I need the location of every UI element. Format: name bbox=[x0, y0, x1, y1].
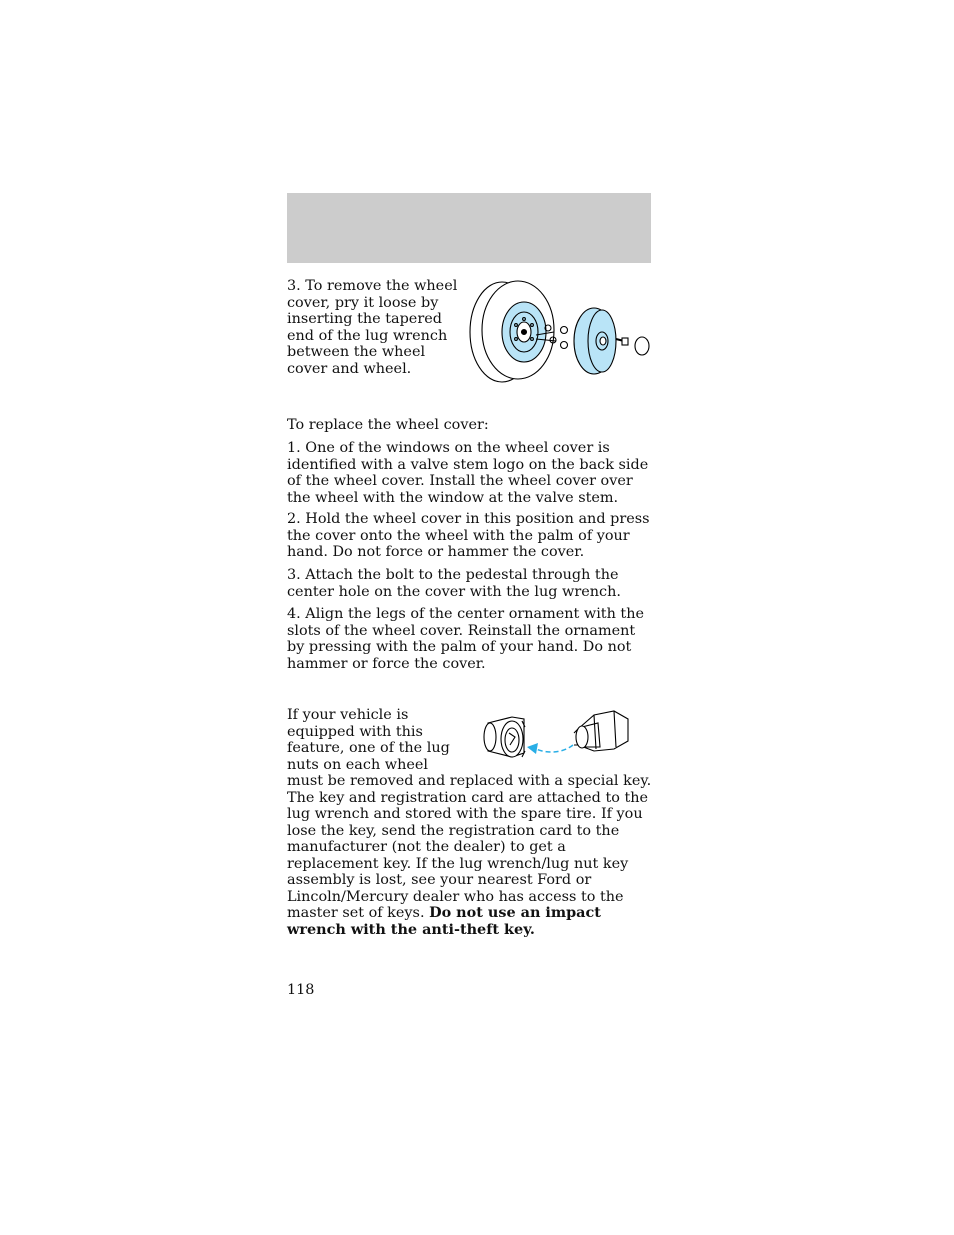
remove-cover-step: 3. To remove the wheel cover, pry it loose by inserting the tapered end of the lug wrench between the wheel cover and wheel. bbox=[287, 278, 458, 377]
page-number: 118 bbox=[287, 982, 315, 998]
replace-step-1: 1. One of the windows on the wheel cover is identified with a valve stem logo on the back side of the wheel cover. Install the wheel cover over the wheel with the window at the valve stem. bbox=[287, 440, 649, 506]
lug-nut-key-illustration bbox=[478, 707, 634, 767]
section-header-band bbox=[287, 193, 651, 263]
antitheft-intro: If your vehicle is equipped with this feature, one of the lug nuts on each wheel bbox=[287, 707, 450, 773]
antitheft-body-text: must be removed and replaced with a special key. The key and registration card are attached to the lug wrench and stored with the spare tire. If you lose the key, send the registration card to the manufacturer (not the dealer) to get a replacement key. If the lug wrench/lug nut key assembly is lost, see your nearest Ford or Lincoln/Mercury dealer who has access to the master set of keys. bbox=[287, 773, 652, 921]
antitheft-warning: Do not use an impact wrench with the anti-theft key. bbox=[287, 904, 601, 938]
replace-cover-intro: To replace the wheel cover: bbox=[287, 417, 489, 433]
replace-step-2: 2. Hold the wheel cover in this position and press the cover onto the wheel with the palm of your hand. Do not force or hammer the cover. bbox=[287, 511, 650, 560]
replace-step-3: 3. Attach the bolt to the pedestal through the center hole on the cover with the lug wrench. bbox=[287, 567, 621, 600]
antitheft-body bbox=[287, 773, 657, 938]
wheel-cover-removal-illustration bbox=[466, 277, 656, 387]
replace-step-4: 4. Align the legs of the center ornament with the slots of the wheel cover. Reinstall the ornament by pressing with the palm of your hand. Do not hammer or force the cover. bbox=[287, 606, 644, 672]
